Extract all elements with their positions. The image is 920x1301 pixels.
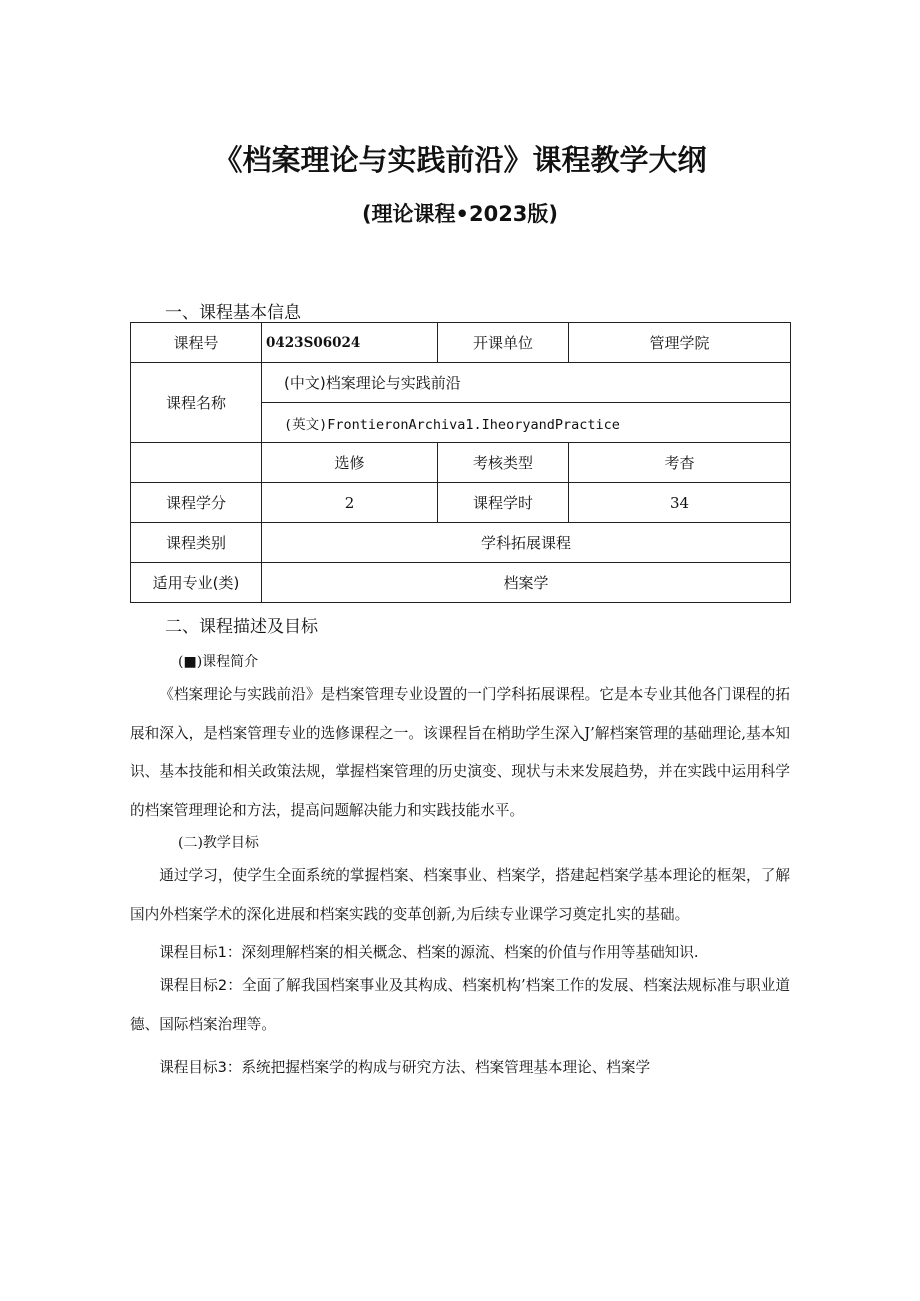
intro-paragraph: 《档案理论与实践前沿》是档案管理专业设置的一门学科拓展课程。它是本专业其他各门课程的拓展和深入，是档案管理专业的选修课程之一。该课程旨在梢助学生深入J’解档案管理的基础理论,基本知识、基本技能和相关政策法规，掌握档案管理的历史演变、现状与未来发展趋势，并在实践中运用科学的档案管理理论和方法，提高问题解决能力和实践技能水平。 [130, 686, 790, 819]
course-no-label: 课程号 [131, 323, 262, 363]
empty-cell [131, 443, 262, 483]
dept-label: 开课单位 [438, 323, 569, 363]
assess-type-label: 考核类型 [438, 443, 569, 483]
document-subtitle: (理论课程•2023版) [361, 202, 559, 226]
goal-3-label: 课程目标3： [159, 1059, 242, 1076]
goal-2-label: 课程目标2： [159, 977, 242, 994]
goal-2 [130, 967, 790, 1044]
category-label: 课程类别 [131, 523, 262, 563]
assess-type-value: 考杳 [569, 443, 791, 483]
dept-value: 管理学院 [569, 323, 791, 363]
goal-3 [130, 1049, 790, 1088]
credit-label: 课程学分 [131, 483, 262, 523]
intro-heading: (■)课程简介 [178, 654, 259, 670]
major-label: 适用专业(类) [131, 563, 262, 603]
table-row [131, 523, 791, 563]
section-heading-basic-info: 一、课程基本信息 [165, 303, 301, 323]
goal-1-text: 深刻理解档案的相关概念、档案的源流、档案的价值与作用等基础知识. [241, 944, 699, 961]
goal-3-text: 系统把握档案学的构成与研究方法、档案管理基本理论、档案学 [241, 1059, 651, 1076]
hours-value: 34 [569, 483, 791, 523]
table-row [131, 363, 791, 403]
hours-label: 课程学时 [438, 483, 569, 523]
course-no-value: 0423S06024 [262, 323, 438, 363]
table-row [131, 323, 791, 363]
credit-value: 2 [262, 483, 438, 523]
goal-1-label: 课程目标1： [159, 944, 242, 961]
section-heading-description: 二、课程描述及目标 [165, 617, 318, 637]
major-value: 档案学 [262, 563, 791, 603]
document-title: 《档案理论与实践前沿》课程教学大纲 [213, 143, 707, 177]
goals-heading: (二)教学目标 [178, 835, 259, 851]
course-name-label: 课程名称 [131, 363, 262, 443]
category-value: 学科拓展课程 [262, 523, 791, 563]
course-type-value: 选修 [262, 443, 438, 483]
table-row [131, 563, 791, 603]
course-name-en: (英文)FrontieronArchiva1.IheoryandPractice [262, 403, 791, 443]
table-row [131, 443, 791, 483]
goals-paragraph: 通过学习，使学生全面系统的掌握档案、档案事业、档案学，搭建起档案学基本理论的框架，了解国内外档案学术的深化进展和档案实践的变革创新,为后续专业课学习奠定扎实的基础。 [130, 867, 790, 923]
goal-2-text: 全面了解我国档案事业及其构成、档案机构’档案工作的发展、档案法规标准与职业道德、国际档案治理等。 [130, 977, 790, 1033]
course-name-cn: (中文)档案理论与实践前沿 [262, 363, 791, 403]
table-row [131, 483, 791, 523]
course-info-table [130, 322, 791, 603]
